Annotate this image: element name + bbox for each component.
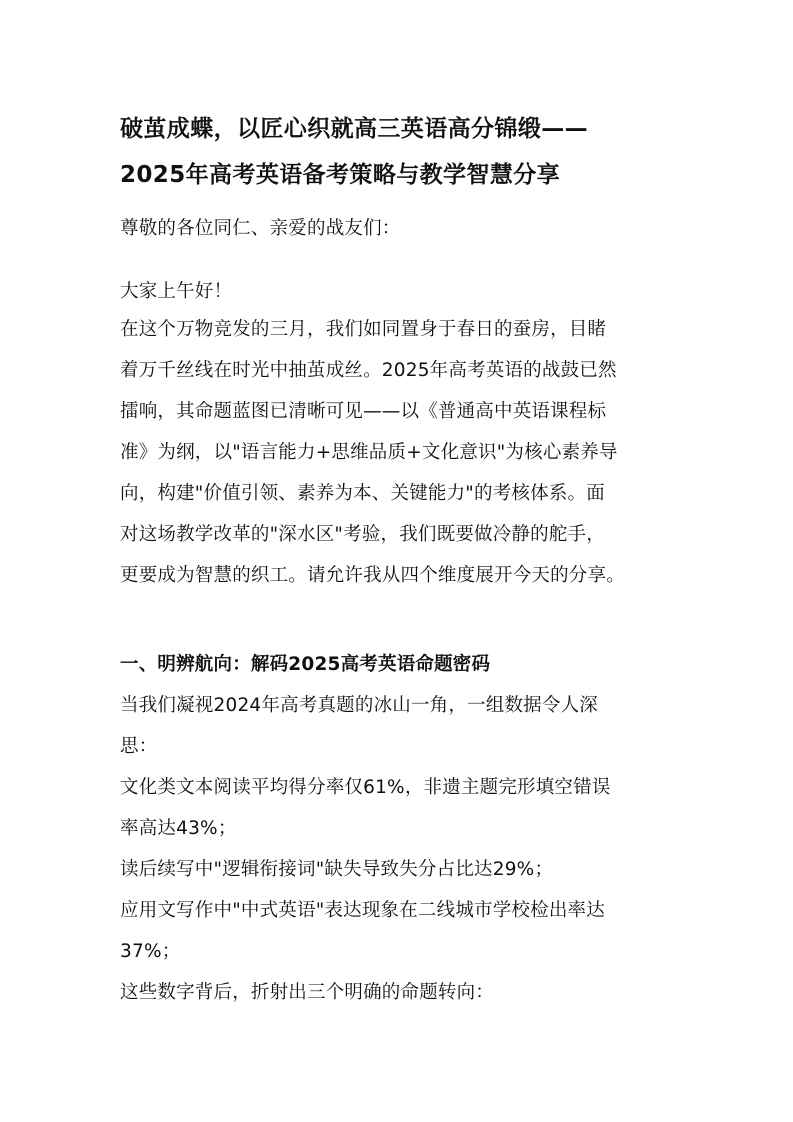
data-point-3-line-2: 37%；: [120, 941, 181, 962]
intro-line-2: 着万千丝线在时光中抽茧成丝。2025年高考英语的战鼓已然: [120, 360, 617, 381]
intro-line-5: 向，构建"价值引领、素养为本、关键能力"的考核体系。面: [120, 483, 605, 504]
intro-line-4: 准》为纲，以"语言能力+思维品质+文化意识"为核心素养导: [120, 442, 618, 463]
intro-line-6: 对这场教学改革的"深水区"考验，我们既要做冷静的舵手，: [120, 524, 605, 545]
data-point-1-line-2: 率高达43%；: [120, 818, 237, 839]
data-point-3-line-1: 应用文写作中"中式英语"表达现象在二线城市学校检出率达: [120, 900, 605, 921]
section-1-heading: 一、明辨航向：解码2025高考英语命题密码: [120, 654, 491, 675]
document-title: [120, 106, 695, 198]
title-line-2: 2025年高考英语备考策略与教学智慧分享: [120, 162, 561, 188]
title-line-1: 破茧成蝶，以匠心织就高三英语高分锦缎——: [120, 116, 588, 142]
salutation: 尊敬的各位同仁、亲爱的战友们：: [120, 218, 401, 239]
section-1-lead-line-1: 当我们凝视2024年高考真题的冰山一角，一组数据令人深: [120, 695, 598, 716]
intro-line-7: 更要成为智慧的织工。请允许我从四个维度展开今天的分享。: [120, 565, 625, 586]
intro-line-3: 擂响，其命题蓝图已清晰可见——以《普通高中英语课程标: [120, 401, 607, 422]
section-1-lead-line-2: 思：: [120, 736, 158, 757]
data-point-1-line-1: 文化类文本阅读平均得分率仅61%，非遗主题完形填空错误: [120, 777, 611, 798]
section-1-conclusion: 这些数字背后，折射出三个明确的命题转向：: [120, 982, 495, 1003]
greeting: 大家上午好！: [120, 281, 233, 302]
intro-line-1: 在这个万物竞发的三月，我们如同置身于春日的蚕房，目睹: [120, 319, 607, 340]
data-point-2: 读后续写中"逻辑衔接词"缺失导致失分占比达29%；: [120, 859, 554, 880]
